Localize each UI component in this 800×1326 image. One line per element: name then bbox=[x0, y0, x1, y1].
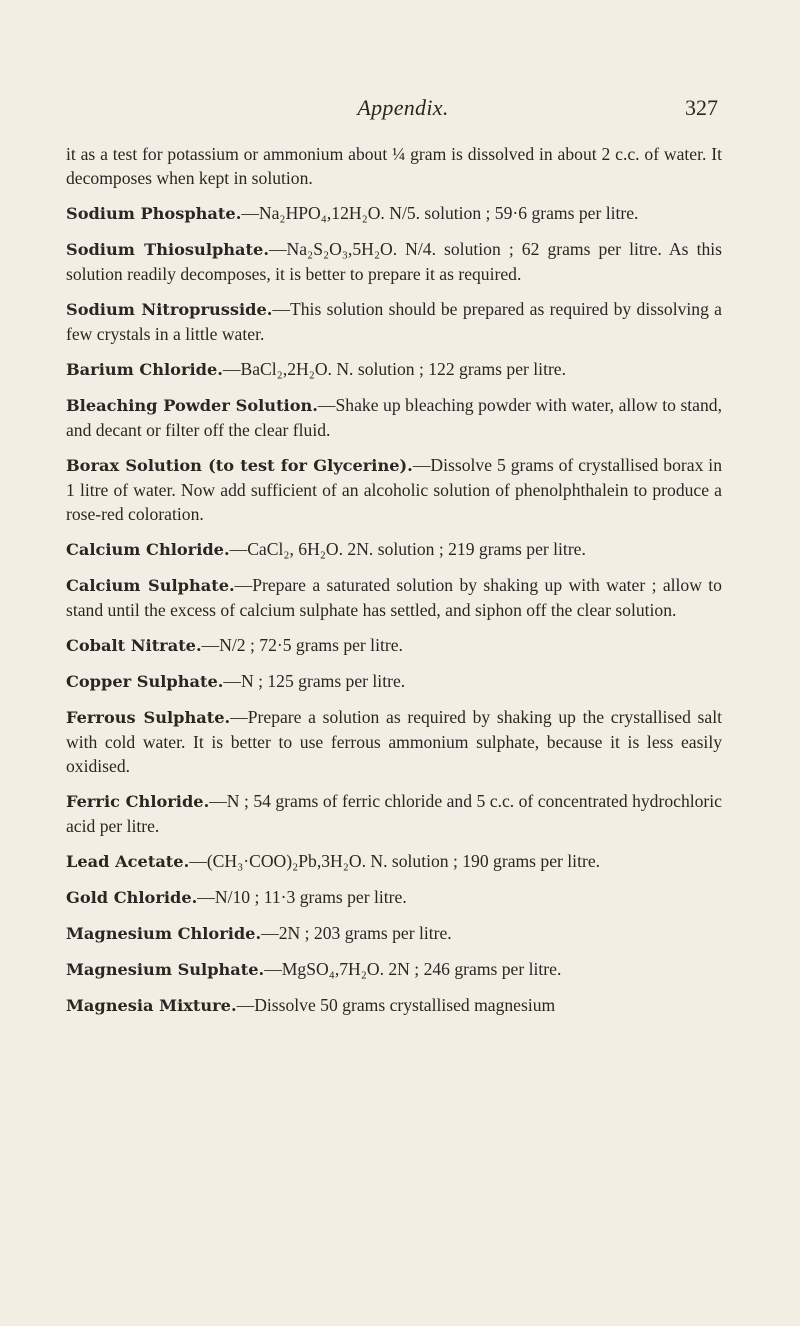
entry-text: —Dissolve 50 grams crystallised magnesium bbox=[236, 995, 556, 1015]
entry-barium-chloride bbox=[66, 357, 722, 382]
entry-text: —N ; 125 grams per litre. bbox=[223, 671, 406, 691]
page-body bbox=[66, 142, 722, 1029]
entry-calcium-sulphate bbox=[66, 573, 722, 622]
entry-magnesium-chloride bbox=[66, 921, 722, 946]
entry-sodium-nitroprusside bbox=[66, 297, 722, 346]
entry-text: —N/10 ; 11·3 grams per litre. bbox=[197, 887, 407, 907]
entry-copper-sulphate bbox=[66, 669, 722, 694]
entry-text: —Shake up bleaching powder with water, allow to stand, and decant or filter off the clear fluid. bbox=[66, 395, 722, 440]
entry-name: Magnesia Mixture. bbox=[66, 996, 237, 1015]
entry-text: —N ; 54 grams of ferric chloride and 5 c.c. of concentrated hydrochloric acid per litre. bbox=[66, 791, 722, 836]
entry-text: —Na₂HPO₄,12H₂O. N/5. solution ; 59·6 grams per litre. bbox=[241, 203, 639, 223]
entry-name: Copper Sulphate. bbox=[66, 672, 224, 691]
entry-sodium-phosphate bbox=[66, 201, 722, 226]
entry-name: Ferric Chloride. bbox=[66, 792, 210, 811]
continuation-paragraph bbox=[66, 142, 722, 190]
entry-name: Borax Solution (to test for Glycerine). bbox=[66, 456, 413, 475]
entry-lead-acetate bbox=[66, 849, 722, 874]
entry-name: Calcium Chloride. bbox=[66, 540, 230, 559]
entry-bleaching-powder bbox=[66, 393, 722, 442]
entry-text: it as a test for potassium or ammonium about ¼ gram is dissolved in about 2 c.c. of water. It decomposes when kept in solution. bbox=[66, 144, 722, 188]
entry-sodium-thiosulphate bbox=[66, 237, 722, 286]
entry-name: Sodium Thiosulphate. bbox=[66, 240, 269, 259]
entry-text: —(CH₃·COO)₂Pb,3H₂O. N. solution ; 190 grams per litre. bbox=[189, 851, 601, 871]
entry-magnesium-sulphate bbox=[66, 957, 722, 982]
page-number: 327 bbox=[685, 95, 718, 120]
entry-borax-solution bbox=[66, 453, 722, 526]
entry-text: —2N ; 203 grams per litre. bbox=[261, 923, 452, 943]
entry-text: —Prepare a saturated solution by shaking up with water ; allow to stand until the excess of calcium sulphate has settled, and siphon off the clear solution. bbox=[66, 575, 722, 620]
entry-text: —Dissolve 5 grams of crystallised borax in 1 litre of water. Now add sufficient of an alcoholic solution of phenolphthalein to produce a rose-red coloration. bbox=[66, 455, 722, 524]
entry-text: —BaCl₂,2H₂O. N. solution ; 122 grams per litre. bbox=[222, 359, 567, 379]
entry-text: —Prepare a solution as required by shaking up the crystallised salt with cold water. It is better to use ferrous ammonium sulphate, because it is less easily oxidised. bbox=[66, 707, 722, 776]
entry-name: Sodium Phosphate. bbox=[66, 204, 242, 223]
entry-text: —N/2 ; 72·5 grams per litre. bbox=[201, 635, 403, 655]
entry-gold-chloride bbox=[66, 885, 722, 910]
entry-name: Sodium Nitroprusside. bbox=[66, 300, 273, 319]
entry-magnesia-mixture bbox=[66, 993, 722, 1018]
entry-text: —CaCl₂, 6H₂O. 2N. solution ; 219 grams per litre. bbox=[229, 539, 586, 559]
entry-name: Barium Chloride. bbox=[66, 360, 223, 379]
entry-calcium-chloride bbox=[66, 537, 722, 562]
entry-name: Bleaching Powder Solution. bbox=[66, 396, 318, 415]
entry-name: Magnesium Sulphate. bbox=[66, 960, 265, 979]
entry-name: Magnesium Chloride. bbox=[66, 924, 262, 943]
entry-ferrous-sulphate bbox=[66, 705, 722, 778]
entry-name: Cobalt Nitrate. bbox=[66, 636, 202, 655]
entry-text: —Na₂S₂O₃,5H₂O. N/4. solution ; 62 grams per litre. As this solution readily decomposes, it is better to prepare it as required. bbox=[66, 239, 722, 284]
entry-text: —This solution should be prepared as required by dissolving a few crystals in a little water. bbox=[66, 299, 722, 344]
entry-name: Calcium Sulphate. bbox=[66, 576, 235, 595]
entry-ferric-chloride bbox=[66, 789, 722, 838]
entry-name: Gold Chloride. bbox=[66, 888, 198, 907]
entry-name: Lead Acetate. bbox=[66, 852, 190, 871]
entry-name: Ferrous Sulphate. bbox=[66, 708, 231, 727]
entry-cobalt-nitrate bbox=[66, 633, 722, 658]
running-title: Appendix. bbox=[357, 95, 449, 120]
entry-text: —MgSO₄,7H₂O. 2N ; 246 grams per litre. bbox=[264, 959, 562, 979]
